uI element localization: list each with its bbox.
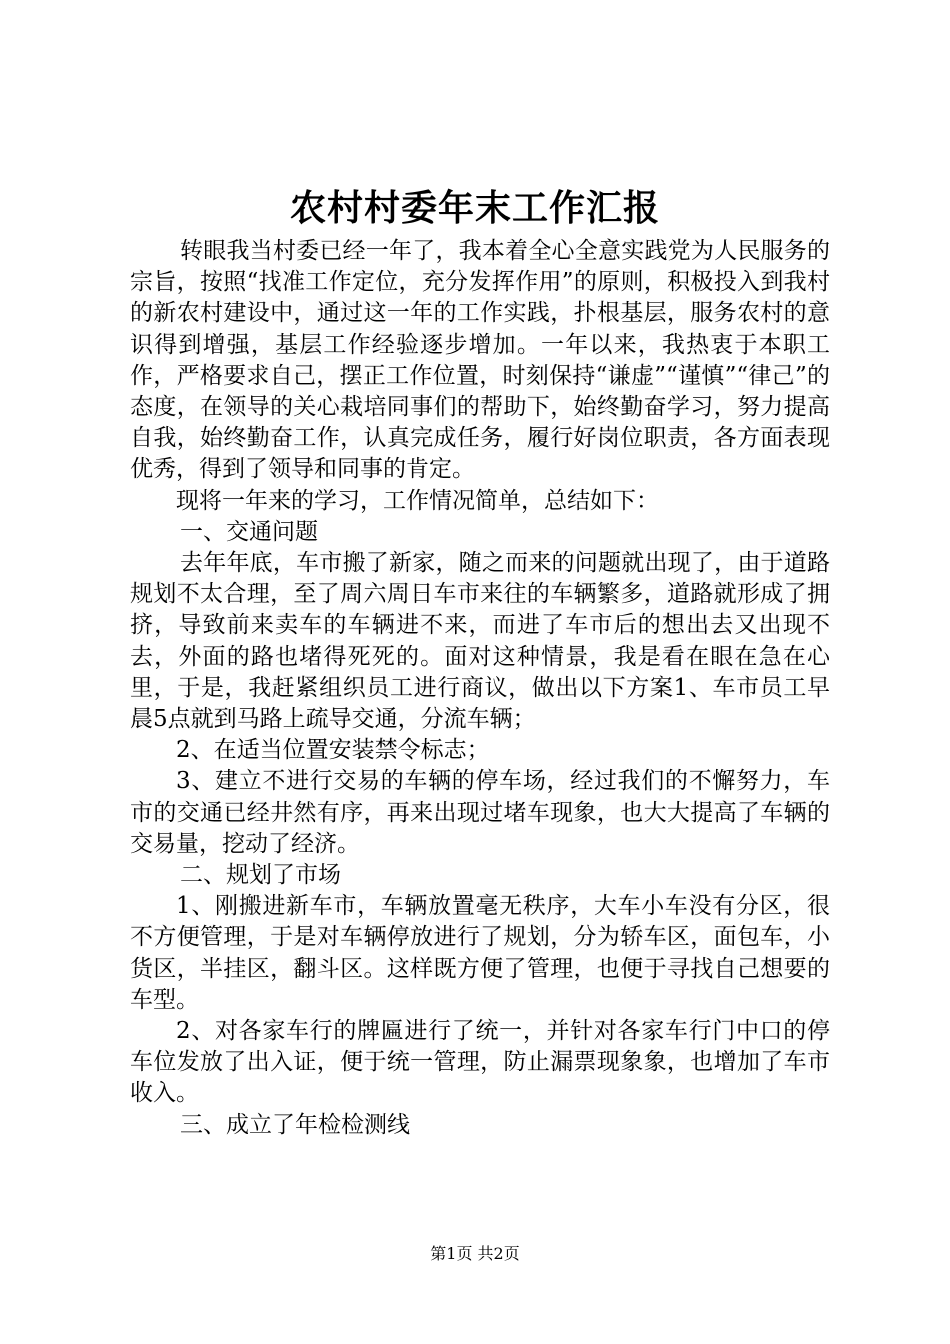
- paragraph-traffic-item-3: 3、建立不进行交易的车辆的停车场，经过我们的不懈努力，车市的交通已经井然有序，再来出现过堵车现象，也大大提高了车辆的交易量，挖动了经济。: [130, 768, 830, 857]
- section-heading-traffic: 一、交通问题: [180, 518, 318, 545]
- paragraph-intro: 转眼我当村委已经一年了，我本着全心全意实践党为人民服务的宗旨，按照“找准工作定位，充分发挥作用”的原则，积极投入到我村的新农村建设中，通过这一年的工作实践，扑根基层，服务农村的意识得到增强，基层工作经验逐步增加。一年以来，我热衷于本职工作，严格要求自己，摆正工作位置，时刻保持“谦虚”“谨慎”“律己”的态度，在领导的关心栽培同事们的帮助下，始终勤奋学习，努力提高自我，始终勤奋工作，认真完成任务，履行好岗位职责，各方面表现优秀，得到了领导和同事的肯定。: [130, 238, 830, 483]
- paragraph-market-item-1: 1、刚搬进新车市，车辆放置毫无秩序，大车小车没有分区，很不方便管理，于是对车辆停放进行了规划，分为轿车区，面包车，小货区，半挂区，翻斗区。这样既方便了管理，也便于寻找自己想要的车型。: [130, 893, 830, 1013]
- section-heading-inspection: 三、成立了年检检测线: [180, 1111, 410, 1138]
- document-title: 农村村委年末工作汇报: [289, 187, 660, 229]
- paragraph-market-item-2: 2、对各家车行的牌匾进行了统一，并针对各家车行门中口的停车位发放了出入证，便于统一管理，防止漏票现象象，也增加了车市收入。: [130, 1018, 830, 1107]
- document-body: [130, 236, 830, 1141]
- paragraph-traffic: 去年年底，车市搬了新家，随之而来的问题就出现了，由于道路规划不太合理，至了周六周日车市来往的车辆繁多，道路就形成了拥挤，导致前来卖车的车辆进不来，而进了车市后的想出去又出现不去，外面的路也堵得死死的。面对这种情景，我是看在眼在急在心里，于是，我赶紧组织员工进行商议，做出以下方案1、车市员工早晨5点就到马路上疏导交通，分流车辆；: [130, 550, 830, 733]
- paragraph-summary-lead: 现将一年来的学习，工作情况简单，总结如下：: [176, 487, 659, 514]
- page-number: 第1页 共2页: [430, 1244, 520, 1263]
- section-heading-market: 二、规划了市场: [180, 862, 341, 889]
- paragraph-traffic-item-2: 2、在适当位置安装禁令标志；: [176, 737, 490, 764]
